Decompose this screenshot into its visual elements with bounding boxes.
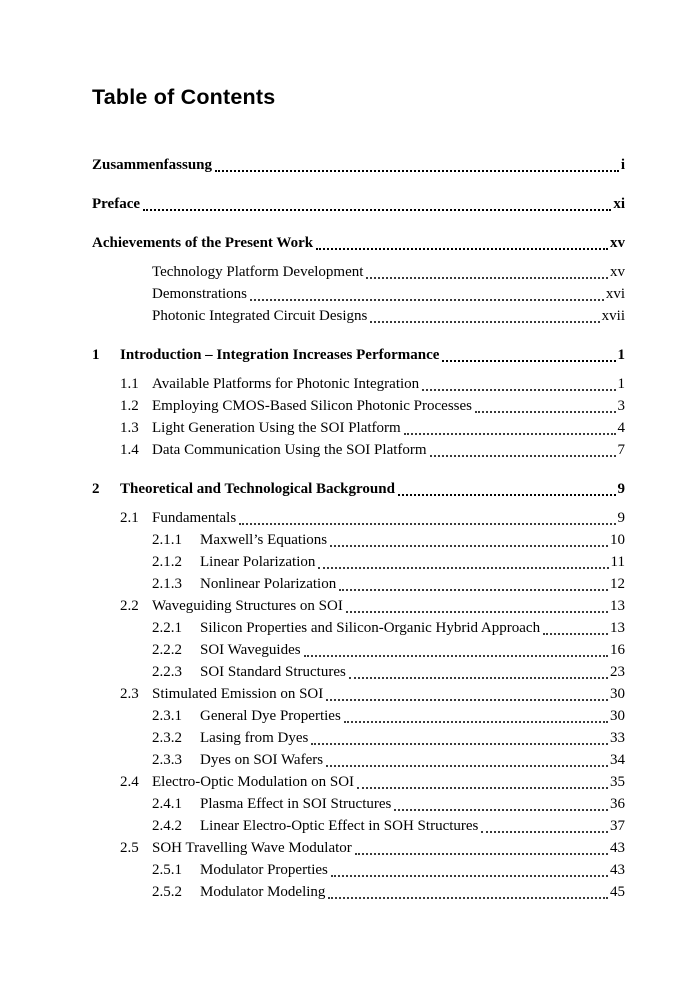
toc-entry-page: xv — [610, 264, 625, 280]
toc-entry — [152, 617, 625, 639]
toc-entry-page: 7 — [617, 442, 625, 458]
toc-leader-dots — [543, 633, 608, 635]
toc-entry-page: xvii — [601, 308, 625, 324]
toc-entry-number: 2.3.1 — [152, 708, 182, 724]
toc-leader-dots — [475, 411, 616, 413]
toc-entry-number: 2 — [92, 481, 100, 497]
toc-entry-page: 4 — [617, 420, 625, 436]
toc-entry-page: 16 — [610, 642, 625, 658]
toc-leader-dots — [398, 494, 616, 496]
toc-entry-label: Maxwell’s Equations — [200, 532, 328, 548]
toc-entry-label: Demonstrations — [152, 286, 247, 302]
toc-entry — [92, 478, 625, 500]
toc-entry-number: 2.3.3 — [152, 752, 182, 768]
toc-entry-label: Dyes on SOI Wafers — [200, 752, 324, 768]
toc-entry-page: 11 — [610, 554, 625, 570]
toc-leader-dots — [442, 360, 615, 362]
toc-entry-page: 33 — [610, 730, 625, 746]
toc-entry-label: Waveguiding Structures on SOI — [152, 598, 343, 614]
toc-entry-page: 23 — [610, 664, 625, 680]
toc-entry-label: Introduction – Integration Increases Performance — [120, 347, 440, 363]
toc-entry-label: Preface — [92, 196, 141, 212]
toc-entry-label: Theoretical and Technological Background — [120, 481, 395, 497]
toc-entry — [120, 439, 625, 461]
toc-leader-dots — [326, 699, 608, 701]
toc-entry — [120, 595, 625, 617]
toc-entry-label: Plasma Effect in SOI Structures — [200, 796, 392, 812]
toc-entry — [152, 881, 625, 903]
toc-entry — [152, 573, 625, 595]
toc-entry-number: 2.3.2 — [152, 730, 182, 746]
toc-entry-label: Nonlinear Polarization — [200, 576, 337, 592]
toc-entry — [152, 283, 625, 305]
toc-entry-label: Fundamentals — [152, 510, 237, 526]
toc-entry-label: Lasing from Dyes — [200, 730, 309, 746]
toc-entry-page: 1 — [617, 347, 625, 363]
toc-entry-number: 2.2.3 — [152, 664, 182, 680]
toc-leader-dots — [349, 677, 608, 679]
toc-entry-label: Linear Electro-Optic Effect in SOH Structures — [200, 818, 479, 834]
toc-entry-label: Modulator Modeling — [200, 884, 326, 900]
toc-entry-page: 13 — [610, 598, 625, 614]
toc-entry — [92, 154, 625, 176]
toc-entry-page: 34 — [610, 752, 625, 768]
toc-entry-page: 36 — [610, 796, 625, 812]
toc-entry — [120, 771, 625, 793]
toc-entry-page: 30 — [610, 686, 625, 702]
toc-entry-label: Technology Platform Development — [152, 264, 364, 280]
toc-entry-page: 12 — [610, 576, 625, 592]
toc-leader-dots — [404, 433, 616, 435]
toc-entry — [152, 727, 625, 749]
toc-entry — [152, 529, 625, 551]
toc-leader-dots — [316, 248, 608, 250]
toc-leader-dots — [370, 321, 599, 323]
toc-entry-number: 2.2.2 — [152, 642, 182, 658]
toc-entry-number: 2.4.1 — [152, 796, 182, 812]
toc-leader-dots — [394, 809, 608, 811]
toc-entry-label: General Dye Properties — [200, 708, 341, 724]
toc-leader-dots — [328, 897, 608, 899]
toc-leader-dots — [357, 787, 608, 789]
toc-entry — [92, 232, 625, 254]
toc-entry — [152, 261, 625, 283]
toc-entry-page: i — [620, 157, 625, 173]
toc-leader-dots — [143, 209, 611, 211]
toc-leader-dots — [331, 875, 608, 877]
page-title: Table of Contents — [92, 85, 276, 109]
toc-leader-dots — [304, 655, 608, 657]
toc-list — [92, 154, 625, 903]
toc-entry-number: 2.4.2 — [152, 818, 182, 834]
toc-entry — [152, 661, 625, 683]
toc-entry-number: 1.1 — [120, 376, 139, 392]
toc-entry-number: 2.5.2 — [152, 884, 182, 900]
toc-entry-label: Modulator Properties — [200, 862, 328, 878]
toc-entry-number: 1.4 — [120, 442, 139, 458]
toc-entry-page: 1 — [617, 376, 625, 392]
toc-leader-dots — [481, 831, 608, 833]
toc-leader-dots — [326, 765, 608, 767]
toc-entry-number: 1 — [92, 347, 100, 363]
toc-entry-label: Available Platforms for Photonic Integration — [152, 376, 420, 392]
toc-entry-number: 2.3 — [120, 686, 139, 702]
toc-entry — [152, 305, 625, 327]
toc-leader-dots — [344, 721, 608, 723]
toc-entry-label: SOI Waveguides — [200, 642, 301, 658]
toc-entry-page: 37 — [610, 818, 625, 834]
toc-entry-page: 9 — [617, 481, 625, 497]
toc-leader-dots — [330, 545, 608, 547]
toc-entry-number: 1.2 — [120, 398, 139, 414]
toc-entry-number: 2.1 — [120, 510, 139, 526]
toc-entry-page: 45 — [610, 884, 625, 900]
toc-leader-dots — [430, 455, 616, 457]
toc-entry — [120, 837, 625, 859]
toc-entry — [152, 859, 625, 881]
toc-entry-number: 2.2.1 — [152, 620, 182, 636]
toc-leader-dots — [346, 611, 608, 613]
toc-entry-label: SOH Travelling Wave Modulator — [152, 840, 352, 856]
toc-entry — [92, 344, 625, 366]
toc-entry-page: 43 — [610, 862, 625, 878]
toc-entry-label: Employing CMOS-Based Silicon Photonic Processes — [152, 398, 472, 414]
toc-entry-page: xvi — [605, 286, 625, 302]
toc-entry-label: Linear Polarization — [200, 554, 316, 570]
toc-entry — [120, 683, 625, 705]
toc-entry — [92, 193, 625, 215]
toc-entry-page: 9 — [617, 510, 625, 526]
toc-leader-dots — [339, 589, 608, 591]
toc-entry-number: 2.4 — [120, 774, 139, 790]
toc-entry-number: 2.5.1 — [152, 862, 182, 878]
toc-entry-label: SOI Standard Structures — [200, 664, 346, 680]
toc-leader-dots — [318, 567, 608, 569]
toc-entry-label: Light Generation Using the SOI Platform — [152, 420, 401, 436]
toc-leader-dots — [215, 170, 619, 172]
toc-entry-number: 2.5 — [120, 840, 139, 856]
toc-entry-label: Silicon Properties and Silicon-Organic Hybrid Approach — [200, 620, 541, 636]
toc-entry — [120, 417, 625, 439]
toc-entry-number: 1.3 — [120, 420, 139, 436]
toc-entry-page: 10 — [610, 532, 625, 548]
toc-entry — [120, 373, 625, 395]
toc-leader-dots — [355, 853, 608, 855]
toc-entry-label: Zusammenfassung — [92, 157, 213, 173]
toc-entry — [152, 551, 625, 573]
toc-entry-page: xv — [610, 235, 625, 251]
toc-entry — [152, 639, 625, 661]
toc-entry — [152, 815, 625, 837]
toc-entry-page: 3 — [617, 398, 625, 414]
toc-entry-page: 43 — [610, 840, 625, 856]
toc-leader-dots — [239, 523, 615, 525]
toc-leader-dots — [422, 389, 615, 391]
toc-entry-label: Electro-Optic Modulation on SOI — [152, 774, 355, 790]
toc-entry-label: Photonic Integrated Circuit Designs — [152, 308, 368, 324]
toc-entry — [120, 507, 625, 529]
toc-entry — [120, 395, 625, 417]
toc-entry-number: 2.2 — [120, 598, 139, 614]
toc-entry-number: 2.1.1 — [152, 532, 182, 548]
toc-entry — [152, 793, 625, 815]
toc-entry-number: 2.1.2 — [152, 554, 182, 570]
toc-leader-dots — [366, 277, 608, 279]
toc-entry — [152, 705, 625, 727]
toc-entry-page: 13 — [610, 620, 625, 636]
toc-entry — [152, 749, 625, 771]
toc-entry-label: Data Communication Using the SOI Platform — [152, 442, 427, 458]
toc-leader-dots — [250, 299, 604, 301]
toc-entry-number: 2.1.3 — [152, 576, 182, 592]
toc-entry-label: Achievements of the Present Work — [92, 235, 314, 251]
toc-entry-page: 30 — [610, 708, 625, 724]
toc-entry-label: Stimulated Emission on SOI — [152, 686, 324, 702]
toc-leader-dots — [311, 743, 608, 745]
toc-entry-page: xi — [613, 196, 625, 212]
toc-entry-page: 35 — [610, 774, 625, 790]
